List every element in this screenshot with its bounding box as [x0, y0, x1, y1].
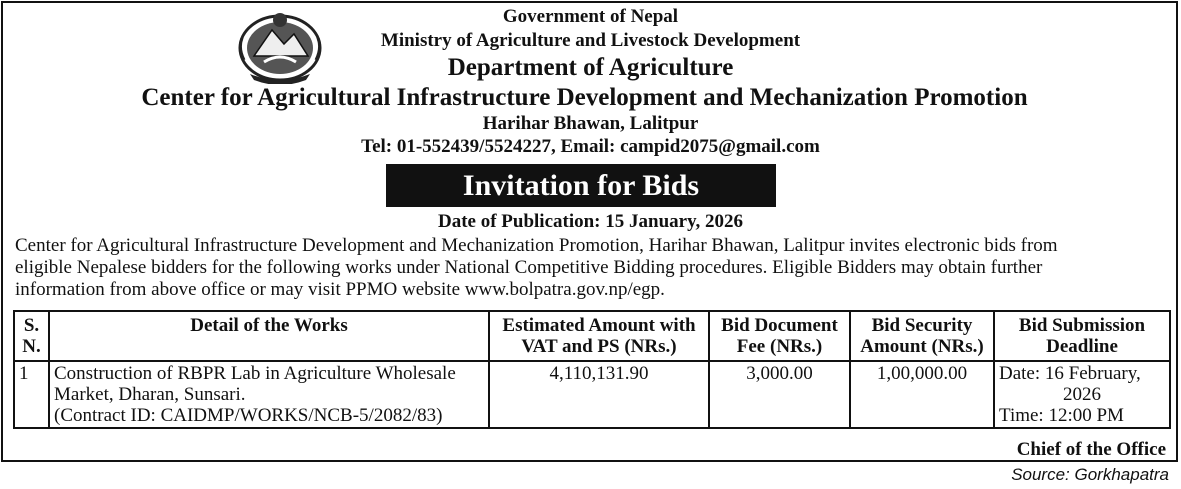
center-title: Center for Agricultural Infrastructure Development and Mechanization Promotion — [141, 84, 1028, 111]
cell-fee: 3,000.00 — [709, 361, 850, 428]
header-deadline: Bid Submission Deadline — [994, 311, 1170, 361]
cell-security: 1,00,000.00 — [850, 361, 994, 428]
publication-date: Date of Publication: 15 January, 2026 — [437, 211, 744, 232]
cell-detail: Construction of RBPR Lab in Agriculture Wholesale Market, Dharan, Sunsari. (Contract ID: CAIDMP/WORKS/NCB-5/2082/83) — [49, 361, 489, 428]
notice-banner: Invitation for Bids — [386, 164, 776, 207]
cell-sn: 1 — [14, 361, 49, 428]
header-detail: Detail of the Works — [49, 311, 489, 361]
header-fee: Bid Document Fee (NRs.) — [709, 311, 850, 361]
intro-line: information from above office or may visit PPMO website www.bolpatra.gov.np/egp. — [15, 279, 665, 300]
ministry-title: Ministry of Agriculture and Livestock Development — [380, 30, 801, 51]
bids-table — [13, 310, 1171, 429]
cell-deadline: Date: 16 February, 2026 Time: 12:00 PM — [994, 361, 1170, 428]
department-title: Department of Agriculture — [447, 54, 734, 81]
header-sn: S. N. — [14, 311, 49, 361]
government-title: Government of Nepal — [502, 6, 679, 27]
table-row — [14, 361, 1170, 428]
cell-amount: 4,110,131.90 — [489, 361, 709, 428]
header-security: Bid Security Amount (NRs.) — [850, 311, 994, 361]
signatory: Chief of the Office — [1016, 439, 1166, 460]
office-address: Harihar Bhawan, Lalitpur — [482, 113, 699, 134]
contact-info: Tel: 01-552439/5524227, Email: campid2075@gmail.com — [361, 136, 820, 157]
source-credit: Source: Gorkhapatra — [1011, 465, 1169, 484]
intro-line: Center for Agricultural Infrastructure Development and Mechanization Promotion, Harihar Bhawan, Lalitpur invites electronic bids from — [15, 235, 1058, 256]
intro-line: eligible Nepalese bidders for the following works under National Competitive Bidding procedures. Eligible Bidders may obtain further — [15, 257, 1043, 278]
intro-paragraph — [15, 235, 1175, 301]
header-amount: Estimated Amount with VAT and PS (NRs.) — [489, 311, 709, 361]
table-header-row — [14, 311, 1170, 361]
